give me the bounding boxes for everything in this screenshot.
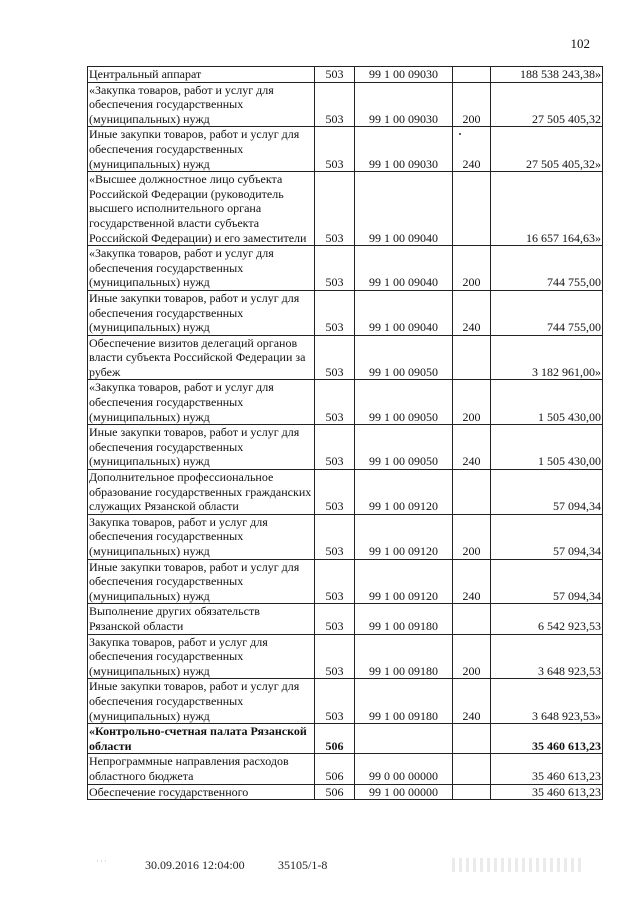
row-target-article-cell: 99 1 00 09040 bbox=[355, 246, 453, 291]
row-amount-cell: 3 648 923,53» bbox=[491, 679, 603, 724]
row-expense-type-cell: 200 bbox=[453, 82, 491, 127]
table-row bbox=[88, 246, 603, 291]
row-name-cell: «Высшее должностное лицо субъекта Российской Федерации (руководитель высшего исполнительного органа государственной власти субъекта Российской Федерации) и его заместители bbox=[88, 172, 315, 246]
row-target-article-cell: 99 1 00 09030 bbox=[355, 127, 453, 172]
row-ministry-code-cell: 503 bbox=[315, 470, 355, 515]
row-name-cell: Иные закупки товаров, работ и услуг для обеспечения государственных (муниципальных) нужд bbox=[88, 290, 315, 335]
table-row bbox=[88, 290, 603, 335]
row-expense-type-cell: 240 bbox=[453, 127, 491, 172]
row-name-cell: Центральный аппарат bbox=[88, 67, 315, 83]
table-row bbox=[88, 380, 603, 425]
row-ministry-code-cell: 503 bbox=[315, 290, 355, 335]
row-amount-cell: 744 755,00 bbox=[491, 290, 603, 335]
row-ministry-code-cell: 503 bbox=[315, 246, 355, 291]
row-amount-cell: 57 094,34 bbox=[491, 559, 603, 604]
row-target-article-cell: 99 1 00 00000 bbox=[355, 784, 453, 800]
page-number: 102 bbox=[570, 36, 590, 51]
row-ministry-code-cell: 503 bbox=[315, 335, 355, 380]
row-amount-cell: 57 094,34 bbox=[491, 514, 603, 559]
row-target-article-cell: 99 1 00 09120 bbox=[355, 470, 453, 515]
row-target-article-cell: 99 1 00 09030 bbox=[355, 67, 453, 83]
stray-dot bbox=[459, 133, 461, 135]
row-amount-cell: 188 538 243,38» bbox=[491, 67, 603, 83]
table-row bbox=[88, 470, 603, 515]
row-amount-cell: 35 460 613,23 bbox=[491, 754, 603, 784]
row-name-cell: «Закупка товаров, работ и услуг для обеспечения государственных (муниципальных) нужд bbox=[88, 380, 315, 425]
table-row bbox=[88, 67, 603, 83]
row-expense-type-cell bbox=[453, 754, 491, 784]
row-target-article-cell: 99 1 00 09050 bbox=[355, 425, 453, 470]
row-expense-type-cell bbox=[453, 784, 491, 800]
row-amount-cell: 1 505 430,00 bbox=[491, 425, 603, 470]
row-expense-type-cell bbox=[453, 470, 491, 515]
row-target-article-cell: 99 1 00 09180 bbox=[355, 634, 453, 679]
row-expense-type-cell: 200 bbox=[453, 246, 491, 291]
row-amount-cell: 27 505 405,32» bbox=[491, 127, 603, 172]
table-row bbox=[88, 559, 603, 604]
row-ministry-code-cell: 503 bbox=[315, 634, 355, 679]
budget-table-body bbox=[88, 67, 603, 800]
row-name-cell: Иные закупки товаров, работ и услуг для обеспечения государственных (муниципальных) нужд bbox=[88, 127, 315, 172]
row-name-cell: Обеспечение государственного bbox=[88, 784, 315, 800]
row-target-article-cell: 99 1 00 09180 bbox=[355, 604, 453, 634]
row-target-article-cell: 99 0 00 00000 bbox=[355, 754, 453, 784]
row-name-cell: «Закупка товаров, работ и услуг для обеспечения государственных (муниципальных) нужд bbox=[88, 246, 315, 291]
row-name-cell: Иные закупки товаров, работ и услуг для обеспечения государственных (муниципальных) нужд bbox=[88, 425, 315, 470]
row-amount-cell: 57 094,34 bbox=[491, 470, 603, 515]
row-expense-type-cell: 240 bbox=[453, 290, 491, 335]
row-ministry-code-cell: 503 bbox=[315, 67, 355, 83]
row-ministry-code-cell: 506 bbox=[315, 754, 355, 784]
budget-table bbox=[87, 66, 603, 800]
table-row bbox=[88, 724, 603, 754]
row-target-article-cell: 99 1 00 09180 bbox=[355, 679, 453, 724]
row-name-cell: «Контрольно-счетная палата Рязанской области bbox=[88, 724, 315, 754]
table-row bbox=[88, 82, 603, 127]
row-expense-type-cell: 240 bbox=[453, 425, 491, 470]
table-row bbox=[88, 172, 603, 246]
row-name-cell: «Закупка товаров, работ и услуг для обеспечения государственных (муниципальных) нужд bbox=[88, 82, 315, 127]
row-expense-type-cell: 240 bbox=[453, 679, 491, 724]
row-expense-type-cell bbox=[453, 604, 491, 634]
row-amount-cell: 744 755,00 bbox=[491, 246, 603, 291]
row-amount-cell: 3 182 961,00» bbox=[491, 335, 603, 380]
table-row bbox=[88, 754, 603, 784]
row-ministry-code-cell: 503 bbox=[315, 604, 355, 634]
table-row bbox=[88, 634, 603, 679]
row-name-cell: Иные закупки товаров, работ и услуг для обеспечения государственных (муниципальных) нужд bbox=[88, 559, 315, 604]
row-expense-type-cell: 200 bbox=[453, 634, 491, 679]
row-target-article-cell: 99 1 00 09120 bbox=[355, 514, 453, 559]
row-amount-cell: 1 505 430,00 bbox=[491, 380, 603, 425]
row-ministry-code-cell: 503 bbox=[315, 425, 355, 470]
row-ministry-code-cell: 506 bbox=[315, 724, 355, 754]
row-ministry-code-cell: 503 bbox=[315, 82, 355, 127]
row-expense-type-cell: 200 bbox=[453, 380, 491, 425]
scan-mark-left: ··· bbox=[96, 856, 108, 866]
row-amount-cell: 6 542 923,53 bbox=[491, 604, 603, 634]
table-row bbox=[88, 604, 603, 634]
row-amount-cell: 35 460 613,23 bbox=[491, 784, 603, 800]
row-name-cell: Непрограммные направления расходов областного бюджета bbox=[88, 754, 315, 784]
row-ministry-code-cell: 503 bbox=[315, 380, 355, 425]
row-target-article-cell: 99 1 00 09050 bbox=[355, 335, 453, 380]
row-amount-cell: 35 460 613,23 bbox=[491, 724, 603, 754]
row-amount-cell: 27 505 405,32 bbox=[491, 82, 603, 127]
row-ministry-code-cell: 506 bbox=[315, 784, 355, 800]
footer-timestamp: 30.09.2016 12:04:00 bbox=[145, 858, 245, 872]
table-row bbox=[88, 514, 603, 559]
table-row bbox=[88, 784, 603, 800]
row-ministry-code-cell: 503 bbox=[315, 172, 355, 246]
row-ministry-code-cell: 503 bbox=[315, 514, 355, 559]
row-target-article-cell: 99 1 00 09050 bbox=[355, 380, 453, 425]
row-amount-cell: 3 648 923,53 bbox=[491, 634, 603, 679]
row-name-cell: Закупка товаров, работ и услуг для обеспечения государственных (муниципальных) нужд bbox=[88, 514, 315, 559]
row-target-article-cell: 99 1 00 09120 bbox=[355, 559, 453, 604]
row-ministry-code-cell: 503 bbox=[315, 559, 355, 604]
row-expense-type-cell bbox=[453, 724, 491, 754]
row-target-article-cell: 99 1 00 09040 bbox=[355, 290, 453, 335]
row-target-article-cell: 99 1 00 09030 bbox=[355, 82, 453, 127]
row-expense-type-cell bbox=[453, 172, 491, 246]
row-name-cell: Иные закупки товаров, работ и услуг для обеспечения государственных (муниципальных) нужд bbox=[88, 679, 315, 724]
row-name-cell: Дополнительное профессиональное образование государственных гражданских служащих Рязанской области bbox=[88, 470, 315, 515]
row-expense-type-cell: 200 bbox=[453, 514, 491, 559]
scan-mark-right bbox=[452, 858, 582, 872]
row-name-cell: Обеспечение визитов делегаций органов власти субъекта Российской Федерации за рубеж bbox=[88, 335, 315, 380]
row-expense-type-cell bbox=[453, 67, 491, 83]
row-ministry-code-cell: 503 bbox=[315, 127, 355, 172]
row-name-cell: Закупка товаров, работ и услуг для обеспечения государственных (муниципальных) нужд bbox=[88, 634, 315, 679]
row-expense-type-cell bbox=[453, 335, 491, 380]
footer-doc-number: 35105/1-8 bbox=[278, 858, 328, 872]
table-row bbox=[88, 127, 603, 172]
row-name-cell: Выполнение других обязательств Рязанской области bbox=[88, 604, 315, 634]
row-target-article-cell: 99 1 00 09040 bbox=[355, 172, 453, 246]
table-row bbox=[88, 679, 603, 724]
row-target-article-cell bbox=[355, 724, 453, 754]
row-amount-cell: 16 657 164,63» bbox=[491, 172, 603, 246]
row-expense-type-cell: 240 bbox=[453, 559, 491, 604]
table-row bbox=[88, 335, 603, 380]
table-row bbox=[88, 425, 603, 470]
row-ministry-code-cell: 503 bbox=[315, 679, 355, 724]
